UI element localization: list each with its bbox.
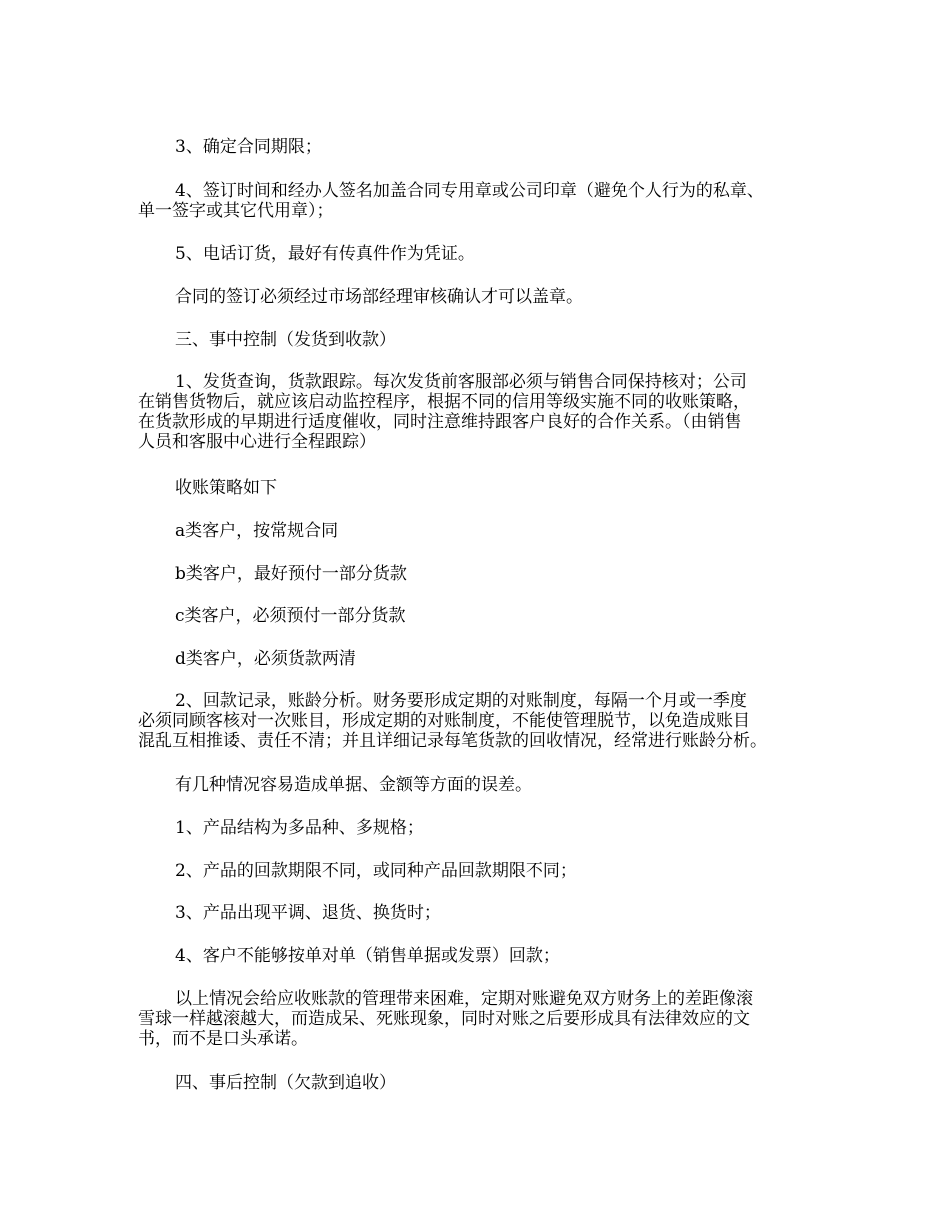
paragraph-manager-review: 合同的签订必须经过市场部经理审核确认才可以盖章。: [175, 287, 583, 307]
paragraph-error-causes: 有几种情况容易造成单据、金额等方面的误差。: [175, 775, 532, 795]
paragraph-reconciliation: 以上情况会给应收账款的管理带来困难，定期对账避免双方财务上的差距像滚 雪球一样越滚越大，而造成呆、死账现象，同时对账之后要形成具有法律效应的文 书，而不是口头承诺。: [138, 989, 753, 1049]
paragraph-collection-strategy: 收账策略如下: [175, 478, 277, 498]
list-item-product-structure: 1、产品结构为多品种、多规格；: [175, 818, 424, 838]
heading-post-control: 四、事后控制（欠款到追收）: [175, 1073, 396, 1093]
list-item-class-a: a类客户，按常规合同: [175, 521, 339, 541]
paragraph-phone-order: 5、电话订货，最好有传真件作为凭证。: [175, 244, 475, 264]
paragraph-contract-term: 3、确定合同期限；: [175, 137, 322, 157]
list-item-payment-terms: 2、产品的回款期限不同，或同种产品回款期限不同；: [175, 861, 577, 881]
list-item-returns: 3、产品出现平调、退货、换货时；: [175, 903, 441, 923]
paragraph-payment-records: 2、回款记录，账龄分析。财务要形成定期的对账制度，每隔一个月或一季度 必须同顾客核对一次账目，形成定期的对账制度，不能使管理脱节，以免造成账目 混乱互相推诿、责任不清；并且详细记录每笔货款的回收情况，经常进行账龄分析。: [138, 691, 767, 751]
paragraph-signing-seal: 4、签订时间和经办人签名加盖合同专用章或公司印章（避免个人行为的私章、 单一签字或其它代用章）；: [138, 181, 764, 221]
list-item-class-d: d类客户，必须货款两清: [175, 649, 356, 669]
list-item-customer-payment: 4、客户不能够按单对单（销售单据或发票）回款；: [175, 946, 560, 966]
list-item-class-b: b类客户，最好预付一部分货款: [175, 564, 407, 584]
heading-in-process-control: 三、事中控制（发货到收款）: [175, 330, 396, 350]
paragraph-shipment-tracking: 1、发货查询，货款跟踪。每次发货前客服部必须与销售合同保持核对；公司 在销售货物后，就应该启动监控程序，根据不同的信用等级实施不同的收账策略， 在货款形成的早期进行适度催收，同时注意维持跟客户良好的合作关系。（由销售 人员和客服中心进行全程跟踪）: [138, 372, 750, 452]
list-item-class-c: c类客户，必须预付一部分货款: [175, 606, 406, 626]
